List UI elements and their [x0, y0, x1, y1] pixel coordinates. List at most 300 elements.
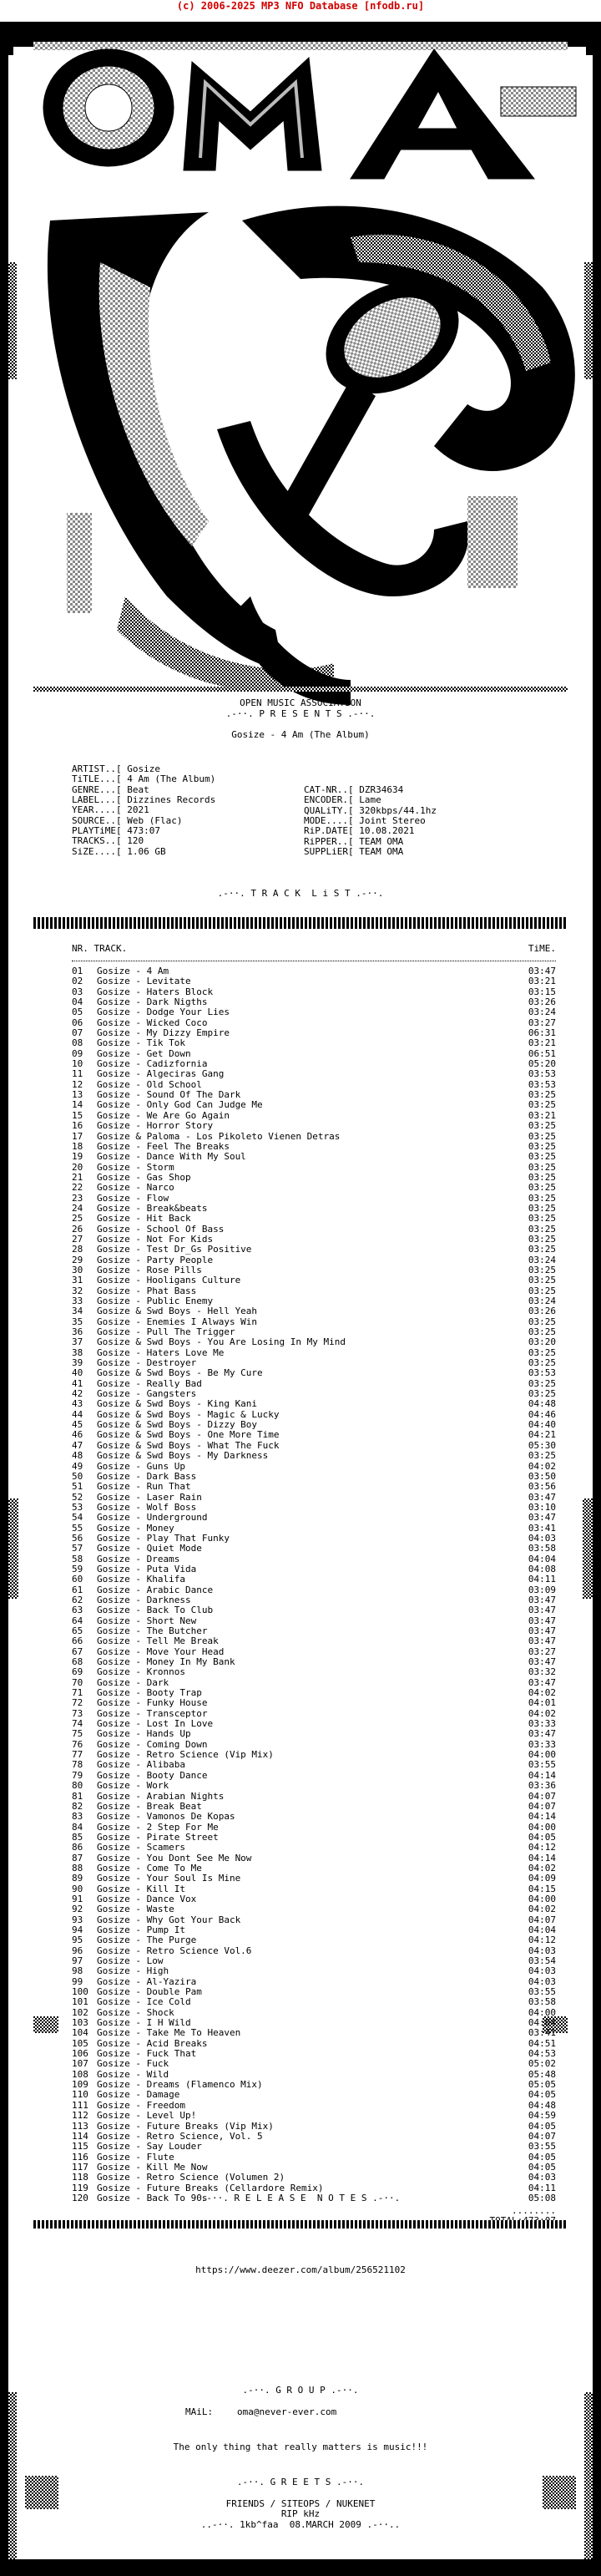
info-row: LABEL...[ Dizzines Records	[72, 794, 216, 806]
track-title: Gosize - Algeciras Gang	[97, 1068, 225, 1080]
track-title: Gosize - Double Pam	[97, 1986, 202, 1998]
track-number: 68	[72, 1656, 83, 1668]
section-divider	[33, 917, 568, 929]
info-row: ARTIST..[ Gosize	[72, 763, 160, 774]
track-time: 03:47	[528, 1605, 556, 1616]
track-title: Gosize - Alibaba	[97, 1759, 185, 1771]
track-time: 04:00	[528, 1893, 556, 1904]
track-time: 04:01	[528, 1697, 556, 1709]
track-row	[72, 1874, 556, 1884]
track-title: Gosize - Underground	[97, 1512, 208, 1524]
track-time: 03:50	[528, 1470, 556, 1482]
track-number: 106	[72, 2048, 88, 2060]
track-title: Gosize - Levitate	[97, 976, 191, 987]
track-time: 04:15	[528, 1883, 556, 1894]
track-time: 03:47	[528, 1676, 556, 1688]
track-number: 100	[72, 1986, 88, 1998]
track-time: 03:55	[528, 1759, 556, 1771]
track-number: 86	[72, 1842, 83, 1853]
track-title: Gosize - Party People	[97, 1254, 214, 1265]
track-number: 18	[72, 1140, 83, 1152]
col-nr-track: NR. TRACK.	[72, 943, 128, 954]
track-number: 45	[72, 1419, 83, 1431]
track-title: Gosize - Dodge Your Lies	[97, 1007, 230, 1018]
nfodb-header	[0, 0, 601, 12]
track-time: 04:08	[528, 1563, 556, 1575]
track-title: Gosize - Public Enemy	[97, 1296, 214, 1306]
track-title: Gosize - Flow	[97, 1192, 169, 1204]
track-row	[72, 1605, 556, 1615]
track-row	[72, 1698, 556, 1708]
track-time: 04:04	[528, 2017, 556, 2029]
track-number: 72	[72, 1697, 83, 1709]
track-time: 03:36	[528, 1780, 556, 1792]
track-title: Gosize - Booty Dance	[97, 1769, 208, 1781]
track-row	[72, 2111, 556, 2121]
track-row	[72, 1368, 556, 1378]
track-title: Gosize - Ice Cold	[97, 1996, 191, 2008]
track-title: Gosize & Swd Boys - Hell Yeah	[97, 1306, 258, 1317]
track-time: 04:12	[528, 1842, 556, 1853]
track-number: 99	[72, 1975, 83, 1987]
track-title: Gosize - Funky House	[97, 1697, 208, 1709]
track-title: Gosize - Shock	[97, 2006, 174, 2018]
track-time: 04:07	[528, 1800, 556, 1812]
track-time: 04:00	[528, 1821, 556, 1833]
track-title: Gosize - Pirate Street	[97, 1831, 219, 1843]
track-title: Gosize - We Are Go Again	[97, 1109, 230, 1121]
track-number: 21	[72, 1171, 83, 1183]
track-number: 48	[72, 1450, 83, 1462]
info-row: ENCODER.[ Lame	[304, 794, 381, 806]
group-heading: .-··. G R O U P .-··.	[242, 2385, 359, 2396]
greets-line-1: FRIENDS / SITEOPS / NUKENET	[225, 2498, 376, 2509]
track-time: 04:05	[528, 2161, 556, 2173]
track-number: 103	[72, 2017, 88, 2029]
track-time: 04:14	[528, 1852, 556, 1864]
track-title: Gosize - Run That	[97, 1481, 191, 1493]
track-number: 60	[72, 1574, 83, 1585]
track-row	[72, 1904, 556, 1914]
track-number: 109	[72, 2079, 88, 2091]
track-time: 03:20	[528, 1336, 556, 1348]
track-number: 107	[72, 2058, 88, 2070]
track-time: 03:25	[528, 1223, 556, 1235]
track-number: 114	[72, 2130, 88, 2142]
track-number: 47	[72, 1439, 83, 1451]
track-time: 03:41	[528, 2027, 556, 2039]
track-number: 97	[72, 1955, 83, 1966]
track-number: 28	[72, 1244, 83, 1255]
track-row	[72, 1399, 556, 1409]
track-title: Gosize - Wolf Boss	[97, 1501, 197, 1513]
track-number: 16	[72, 1120, 83, 1132]
track-title: Gosize - Laser Rain	[97, 1491, 202, 1503]
track-time: 04:40	[528, 1419, 556, 1431]
track-title: Gosize & Swd Boys - Magic & Lucky	[97, 1408, 280, 1420]
track-row	[72, 1760, 556, 1770]
right-border	[583, 22, 601, 2561]
mail-value[interactable]: oma@never-ever.com	[237, 2406, 337, 2417]
track-row	[72, 1935, 556, 1945]
track-time: 04:53	[528, 2048, 556, 2060]
track-title: Gosize - Money	[97, 1522, 174, 1534]
track-title: Gosize - Hands Up	[97, 1728, 191, 1740]
track-time: 03:58	[528, 1996, 556, 2008]
track-number: 27	[72, 1233, 83, 1245]
track-time: 03:25	[528, 1140, 556, 1152]
track-number: 24	[72, 1202, 83, 1214]
track-title: Gosize - Transceptor	[97, 1707, 208, 1719]
track-time: 03:25	[528, 1388, 556, 1400]
track-number: 46	[72, 1429, 83, 1441]
track-number: 75	[72, 1728, 83, 1740]
track-number: 80	[72, 1780, 83, 1792]
track-title: Gosize - Pull The Trigger	[97, 1326, 235, 1338]
left-border	[0, 22, 18, 2561]
track-title: Gosize - Phat Bass	[97, 1285, 197, 1296]
track-time: 04:05	[528, 2089, 556, 2101]
track-title: Gosize - Gas Shop	[97, 1171, 191, 1183]
track-title: Gosize - Retro Science, Vol. 5	[97, 2130, 263, 2142]
track-row	[72, 1792, 556, 1802]
track-time: 03:25	[528, 1377, 556, 1389]
track-time: 05:48	[528, 2068, 556, 2080]
track-time: 03:25	[528, 1099, 556, 1111]
track-number: 03	[72, 986, 83, 997]
track-title: Gosize - Coming Down	[97, 1738, 208, 1750]
track-title: Gosize - High	[97, 1965, 169, 1977]
track-number: 11	[72, 1068, 83, 1080]
track-number: 118	[72, 2172, 88, 2183]
track-time: 04:03	[528, 1975, 556, 1987]
track-title: Gosize - Waste	[97, 1904, 174, 1915]
track-number: 59	[72, 1563, 83, 1575]
track-row	[72, 1069, 556, 1079]
track-title: Gosize - Dreams (Flamenco Mix)	[97, 2079, 263, 2091]
track-time: 05:05	[528, 2079, 556, 2091]
track-title: Gosize - Al-Yazira	[97, 1975, 197, 1987]
track-time: 06:51	[528, 1047, 556, 1059]
track-number: 09	[72, 1047, 83, 1059]
track-time: 04:03	[528, 2172, 556, 2183]
track-time: 03:25	[528, 1192, 556, 1204]
track-row	[72, 1636, 556, 1646]
track-title: Gosize - Wicked Coco	[97, 1017, 208, 1028]
track-number: 58	[72, 1553, 83, 1564]
total-dots: ........	[512, 2205, 556, 2216]
track-time: 03:53	[528, 1367, 556, 1379]
track-title: Gosize - Arabian Nights	[97, 1790, 225, 1802]
track-row	[72, 1966, 556, 1976]
track-time: 04:05	[528, 2151, 556, 2163]
track-row	[72, 2090, 556, 2100]
track-time: 03:09	[528, 1584, 556, 1595]
track-row	[72, 976, 556, 986]
track-number: 44	[72, 1408, 83, 1420]
track-row	[72, 1812, 556, 1822]
track-number: 57	[72, 1543, 83, 1554]
track-row	[72, 1214, 556, 1224]
track-number: 66	[72, 1635, 83, 1647]
track-number: 104	[72, 2027, 88, 2039]
track-time: 03:21	[528, 976, 556, 987]
track-number: 51	[72, 1481, 83, 1493]
track-time: 03:26	[528, 996, 556, 1008]
track-time: 04:14	[528, 1769, 556, 1781]
track-number: 101	[72, 1996, 88, 2008]
track-title: Gosize - Not For Kids	[97, 1233, 214, 1245]
info-row: RiPPER..[ TEAM OMA	[304, 835, 404, 847]
track-title: Gosize & Swd Boys - You Are Losing In My Mind	[97, 1336, 346, 1348]
track-time: 03:47	[528, 1594, 556, 1605]
track-row	[72, 1100, 556, 1110]
track-time: 03:56	[528, 1481, 556, 1493]
track-time: 04:48	[528, 2099, 556, 2111]
track-time: 05:30	[528, 1439, 556, 1451]
track-time: 03:55	[528, 1986, 556, 1998]
track-number: 73	[72, 1707, 83, 1719]
track-number: 112	[72, 2110, 88, 2122]
track-number: 08	[72, 1037, 83, 1049]
track-number: 31	[72, 1275, 83, 1286]
info-row: CAT-NR..[ DZR34634	[304, 784, 404, 795]
track-number: 76	[72, 1738, 83, 1750]
track-time: 03:53	[528, 1078, 556, 1090]
info-row: GENRE...[ Beat	[72, 783, 149, 795]
track-time: 04:09	[528, 1873, 556, 1884]
track-title: Gosize - Kill It	[97, 1883, 185, 1894]
swirl-graphic	[48, 206, 575, 705]
track-time: 03:27	[528, 1017, 556, 1028]
track-title: Gosize - Dance Vox	[97, 1893, 197, 1904]
track-row	[72, 1575, 556, 1585]
track-number: 81	[72, 1790, 83, 1802]
track-time: 03:47	[528, 966, 556, 976]
track-number: 102	[72, 2006, 88, 2018]
track-time: 04:14	[528, 1811, 556, 1823]
mail-label: MAiL:	[185, 2406, 214, 2417]
track-title: Gosize - Get Down	[97, 1047, 191, 1059]
track-number: 41	[72, 1377, 83, 1389]
track-title: Gosize - Guns Up	[97, 1460, 185, 1472]
footer-signature: ..-··. 1kb^faa 08.MARCH 2009 .-··..	[200, 2519, 401, 2530]
track-title: Gosize - 2 Step For Me	[97, 1821, 219, 1833]
nfodb-link[interactable]: (c) 2006-2025 MP3 NFO Database [nfodb.ru]	[176, 0, 425, 12]
track-number: 98	[72, 1965, 83, 1977]
release-title: Gosize - 4 Am (The Album)	[231, 729, 370, 740]
track-time: 04:03	[528, 1532, 556, 1544]
track-time: 03:21	[528, 1109, 556, 1121]
info-right	[304, 785, 571, 857]
track-row	[72, 1430, 556, 1440]
track-row	[72, 1132, 556, 1142]
track-time: 03:47	[528, 1728, 556, 1740]
track-list	[72, 966, 556, 2203]
track-title: Gosize - Haters Love Me	[97, 1346, 225, 1358]
release-notes-heading: .-··. R E L E A S E N O T E S .-··.	[200, 2193, 401, 2203]
track-number: 23	[72, 1192, 83, 1204]
track-time: 03:25	[528, 1171, 556, 1183]
track-time: 03:24	[528, 1296, 556, 1306]
track-title: Gosize & Swd Boys - My Darkness	[97, 1450, 269, 1462]
track-title: Gosize - Money In My Bank	[97, 1656, 235, 1668]
track-title: Gosize - Acid Breaks	[97, 2037, 208, 2049]
track-title: Gosize - The Purge	[97, 1935, 197, 1946]
track-number: 105	[72, 2037, 88, 2049]
track-row	[72, 2142, 556, 2152]
track-time: 03:54	[528, 1955, 556, 1966]
track-number: 22	[72, 1182, 83, 1194]
track-time: 03:25	[528, 1346, 556, 1358]
release-url[interactable]: https://www.deezer.com/album/256521102	[195, 2264, 406, 2275]
track-title: Gosize - Dreams	[97, 1553, 180, 1564]
track-number: 12	[72, 1078, 83, 1090]
track-number: 33	[72, 1296, 83, 1306]
track-time: 03:25	[528, 1275, 556, 1286]
track-time: 03:25	[528, 1244, 556, 1255]
track-number: 113	[72, 2120, 88, 2132]
track-time: 04:00	[528, 2006, 556, 2018]
slogan: MUSiC iS LiFE!!!	[60, 231, 141, 241]
track-number: 50	[72, 1470, 83, 1482]
track-time: 04:03	[528, 1945, 556, 1956]
track-title: Gosize - Sound Of The Dark	[97, 1089, 241, 1101]
track-number: 70	[72, 1676, 83, 1688]
track-title: Gosize - Move Your Head	[97, 1645, 225, 1657]
track-title: Gosize - Say Louder	[97, 2141, 202, 2153]
track-title: Gosize - Haters Block	[97, 986, 214, 997]
track-row	[72, 1038, 556, 1048]
track-title: Gosize - Fuck That	[97, 2048, 197, 2060]
track-title: Gosize - Vamonos De Kopas	[97, 1811, 235, 1823]
track-title: Gosize - Only God Can Judge Me	[97, 1099, 263, 1111]
track-row	[72, 1306, 556, 1316]
track-number: 19	[72, 1151, 83, 1163]
track-row	[72, 1152, 556, 1162]
section-divider	[33, 2220, 568, 2229]
track-time: 04:07	[528, 1914, 556, 1925]
track-number: 06	[72, 1017, 83, 1028]
greets-line-2: RIP kHz	[280, 2508, 321, 2519]
track-row	[72, 1781, 556, 1791]
track-time: 03:10	[528, 1501, 556, 1513]
track-title: Gosize - Dark Bass	[97, 1470, 197, 1482]
track-number: 94	[72, 1924, 83, 1935]
track-number: 52	[72, 1491, 83, 1503]
track-number: 02	[72, 976, 83, 987]
track-row	[72, 1245, 556, 1255]
track-number: 38	[72, 1346, 83, 1358]
track-time: 04:04	[528, 1553, 556, 1564]
track-title: Gosize - Old School	[97, 1078, 202, 1090]
track-row	[72, 1997, 556, 2007]
track-time: 03:32	[528, 1666, 556, 1678]
col-time: TiME.	[528, 943, 556, 954]
track-number: 89	[72, 1873, 83, 1884]
track-number: 95	[72, 1935, 83, 1946]
track-row	[72, 2028, 556, 2038]
track-time: 04:05	[528, 2120, 556, 2132]
track-number: 116	[72, 2151, 88, 2163]
track-title: Gosize - You Dont See Me Now	[97, 1852, 252, 1864]
track-title: Gosize - Break Beat	[97, 1800, 202, 1812]
track-time: 03:25	[528, 1233, 556, 1245]
track-title: Gosize - Puta Vida	[97, 1563, 197, 1575]
track-title: Gosize - Scamers	[97, 1842, 185, 1853]
track-title: Gosize - Flute	[97, 2151, 174, 2163]
track-time: 04:11	[528, 2182, 556, 2193]
track-number: 91	[72, 1893, 83, 1904]
track-number: 15	[72, 1109, 83, 1121]
track-time: 03:47	[528, 1625, 556, 1636]
track-title: Gosize - Future Breaks (Vip Mix)	[97, 2120, 274, 2132]
track-number: 61	[72, 1584, 83, 1595]
track-time: 03:47	[528, 1491, 556, 1503]
track-number: 34	[72, 1306, 83, 1317]
track-number: 62	[72, 1594, 83, 1605]
track-number: 40	[72, 1367, 83, 1379]
track-time: 03:33	[528, 1718, 556, 1730]
track-number: 74	[72, 1718, 83, 1730]
track-number: 14	[72, 1099, 83, 1111]
track-row	[72, 1482, 556, 1492]
track-time: 03:55	[528, 2141, 556, 2153]
track-time: 03:53	[528, 1068, 556, 1080]
track-title: Gosize - School Of Bass	[97, 1223, 225, 1235]
track-row	[72, 1729, 556, 1739]
track-number: 29	[72, 1254, 83, 1265]
track-row	[72, 1462, 556, 1472]
track-row	[72, 1007, 556, 1017]
track-title: Gosize - Rose Pills	[97, 1264, 202, 1275]
track-title: Gosize - Khalifa	[97, 1574, 185, 1585]
track-number: 56	[72, 1532, 83, 1544]
track-time: 05:02	[528, 2058, 556, 2070]
track-title: Gosize - Fuck	[97, 2058, 169, 2070]
track-number: 92	[72, 1904, 83, 1915]
track-time: 03:25	[528, 1151, 556, 1163]
track-number: 69	[72, 1666, 83, 1678]
track-title: Gosize - Storm	[97, 1161, 174, 1173]
track-time: 04:07	[528, 1790, 556, 1802]
track-title: Gosize - Dance With My Soul	[97, 1151, 246, 1163]
track-title: Gosize - Short New	[97, 1615, 197, 1626]
track-time: 03:47	[528, 1635, 556, 1647]
track-number: 96	[72, 1945, 83, 1956]
track-row	[72, 1275, 556, 1285]
track-title: Gosize - Horror Story	[97, 1120, 214, 1132]
track-number: 07	[72, 1027, 83, 1039]
info-row: QUALiTY.[ 320kbps/44.1hz	[304, 804, 437, 816]
track-title: Gosize - Future Breaks (Cellardore Remix)	[97, 2182, 324, 2193]
track-time: 03:25	[528, 1285, 556, 1296]
track-time: 04:04	[528, 1924, 556, 1935]
track-number: 26	[72, 1223, 83, 1235]
tracklist-heading: .-··. T R A C K L i S T .-··.	[217, 888, 384, 899]
track-title: Gosize - Feel The Breaks	[97, 1140, 230, 1152]
track-time: 03:24	[528, 1007, 556, 1018]
track-number: 20	[72, 1161, 83, 1173]
info-row: PLAYTiME[ 473:07	[72, 825, 160, 837]
track-title: Gosize - Damage	[97, 2089, 180, 2101]
track-title: Gosize - Test Dr_Gs Positive	[97, 1244, 252, 1255]
track-title: Gosize - Really Bad	[97, 1377, 202, 1389]
track-title: Gosize - I H Wild	[97, 2017, 191, 2029]
info-row: SiZE....[ 1.06 GB	[72, 845, 166, 857]
track-title: Gosize - Quiet Mode	[97, 1543, 202, 1554]
track-number: 04	[72, 996, 83, 1008]
